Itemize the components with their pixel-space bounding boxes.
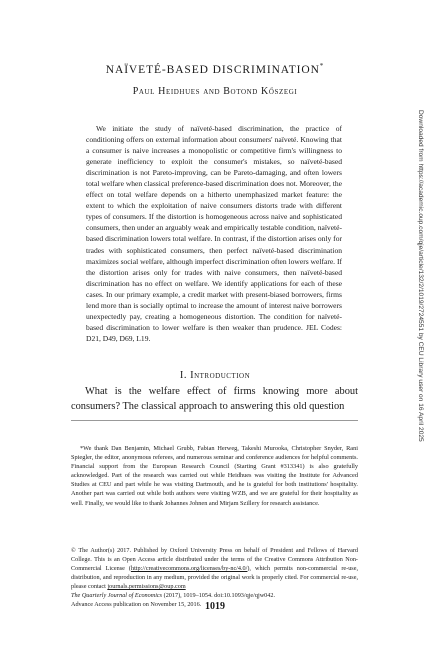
footnote-divider	[71, 420, 358, 421]
page-number: 1019	[205, 601, 225, 612]
acknowledgment-footnote: *We thank Dan Benjamin, Michael Grubb, Fabian Herweg, Takeshi Murooka, Christopher Snyder, Rani Spiegler, the editor, anonymous referees, and numerous seminar and conference audiences for helpful comments. Financial support from the European Research Council (Starting Grant #313341) is also gratefully acknowledged. Part of the research was carried out while Heidhues was visiting the Institute for Advanced Studies at CEU and part while he was visiting Dartmouth, and he is grateful for both institutions' hospitality. Another part was carried out while both authors were visiting WZB, and we are grateful for their hospitality as well. Finally, we would like to thank Johannes Johnen and Mirjam Szillery for research assistance.	[71, 445, 358, 507]
journal-citation: (2017), 1019–1054. doi:10.1093/qje/qjw042.	[162, 592, 276, 599]
journal-name: The Quarterly Journal of Economics	[71, 592, 163, 599]
advance-access-note: Advance Access publication on November 15, 2016.	[71, 601, 202, 608]
copyright-text-1: © The Author(s) 2017. Published by Oxford University Press on behalf of President and Fellows of Harvard College. This is an Open Access article distributed under the terms of the Creative Commons Attribution Non-Commercial License (	[71, 547, 358, 572]
copyright-notice	[71, 546, 358, 609]
copyright-text-2: ), which permits non-commercial re-use, distribution, and reproduction in any medium, provided the original work is properly cited. For commercial re-use, please contact	[71, 565, 359, 590]
abstract: We initiate the study of naïveté-based discrimination, the practice of conditioning offers on external information about consumers' naïveté. Knowing that a consumer is naive increases a monopolistic or competitive firm's willingness to generate inefficiency to exploit the consumer's mistakes, so naïveté-based discrimination is not Pareto-improving, can be Pareto-damaging, and often lowers total welfare when classical preference-based discrimination does not. Moreover, the effect on total welfare depends on a hitherto unemphasized market feature: the extent to which the exploitation of naive consumers distorts trade with different types of consumers. If the distortion is homogeneous across naive and sophisticated consumers, then under an arguably weak and empirically testable condition, naïveté-based discrimination lowers total welfare. In contrast, if the distortion arises only for trades with sophisticated consumers, then perfect naïveté-based discrimination maximizes social welfare, although imperfect discrimination often lowers welfare. If the distortion arises only for trades with naive consumers, then naïveté-based discrimination has no effect on welfare. We identify applications for each of these cases. In our primary example, a credit market with present-biased borrowers, firms lend more than is socially optimal to increase the amount of interest naive borrowers unexpectedly pay, creating a homogeneous distortion. The condition for naïveté-based discrimination to lower welfare is then weaker than prudence. JEL Codes: D21, D49, D69, L19.	[86, 124, 342, 343]
license-link[interactable]: http://creativecommons.org/licenses/by-nc/4.0/	[130, 565, 248, 572]
permissions-email-link[interactable]: journals.permissions@oup.com	[107, 583, 186, 590]
body-paragraph: What is the welfare effect of firms knowing more about consumers? The classical approach to answering this old question	[71, 386, 358, 412]
author-list: Paul Heidhues and Botond Kőszegi	[132, 86, 298, 97]
download-notice: Downloaded from https://academic.oup.com/qje/article/132/2/1019/2724551 by CEU Library user on 16 April 2025	[417, 110, 424, 442]
section-heading: I. Introduction	[179, 370, 251, 381]
paper-title	[0, 62, 430, 76]
paper-title-text: NAÏVETÉ-BASED DISCRIMINATION	[105, 63, 320, 76]
title-footnote-mark: *	[319, 62, 325, 70]
